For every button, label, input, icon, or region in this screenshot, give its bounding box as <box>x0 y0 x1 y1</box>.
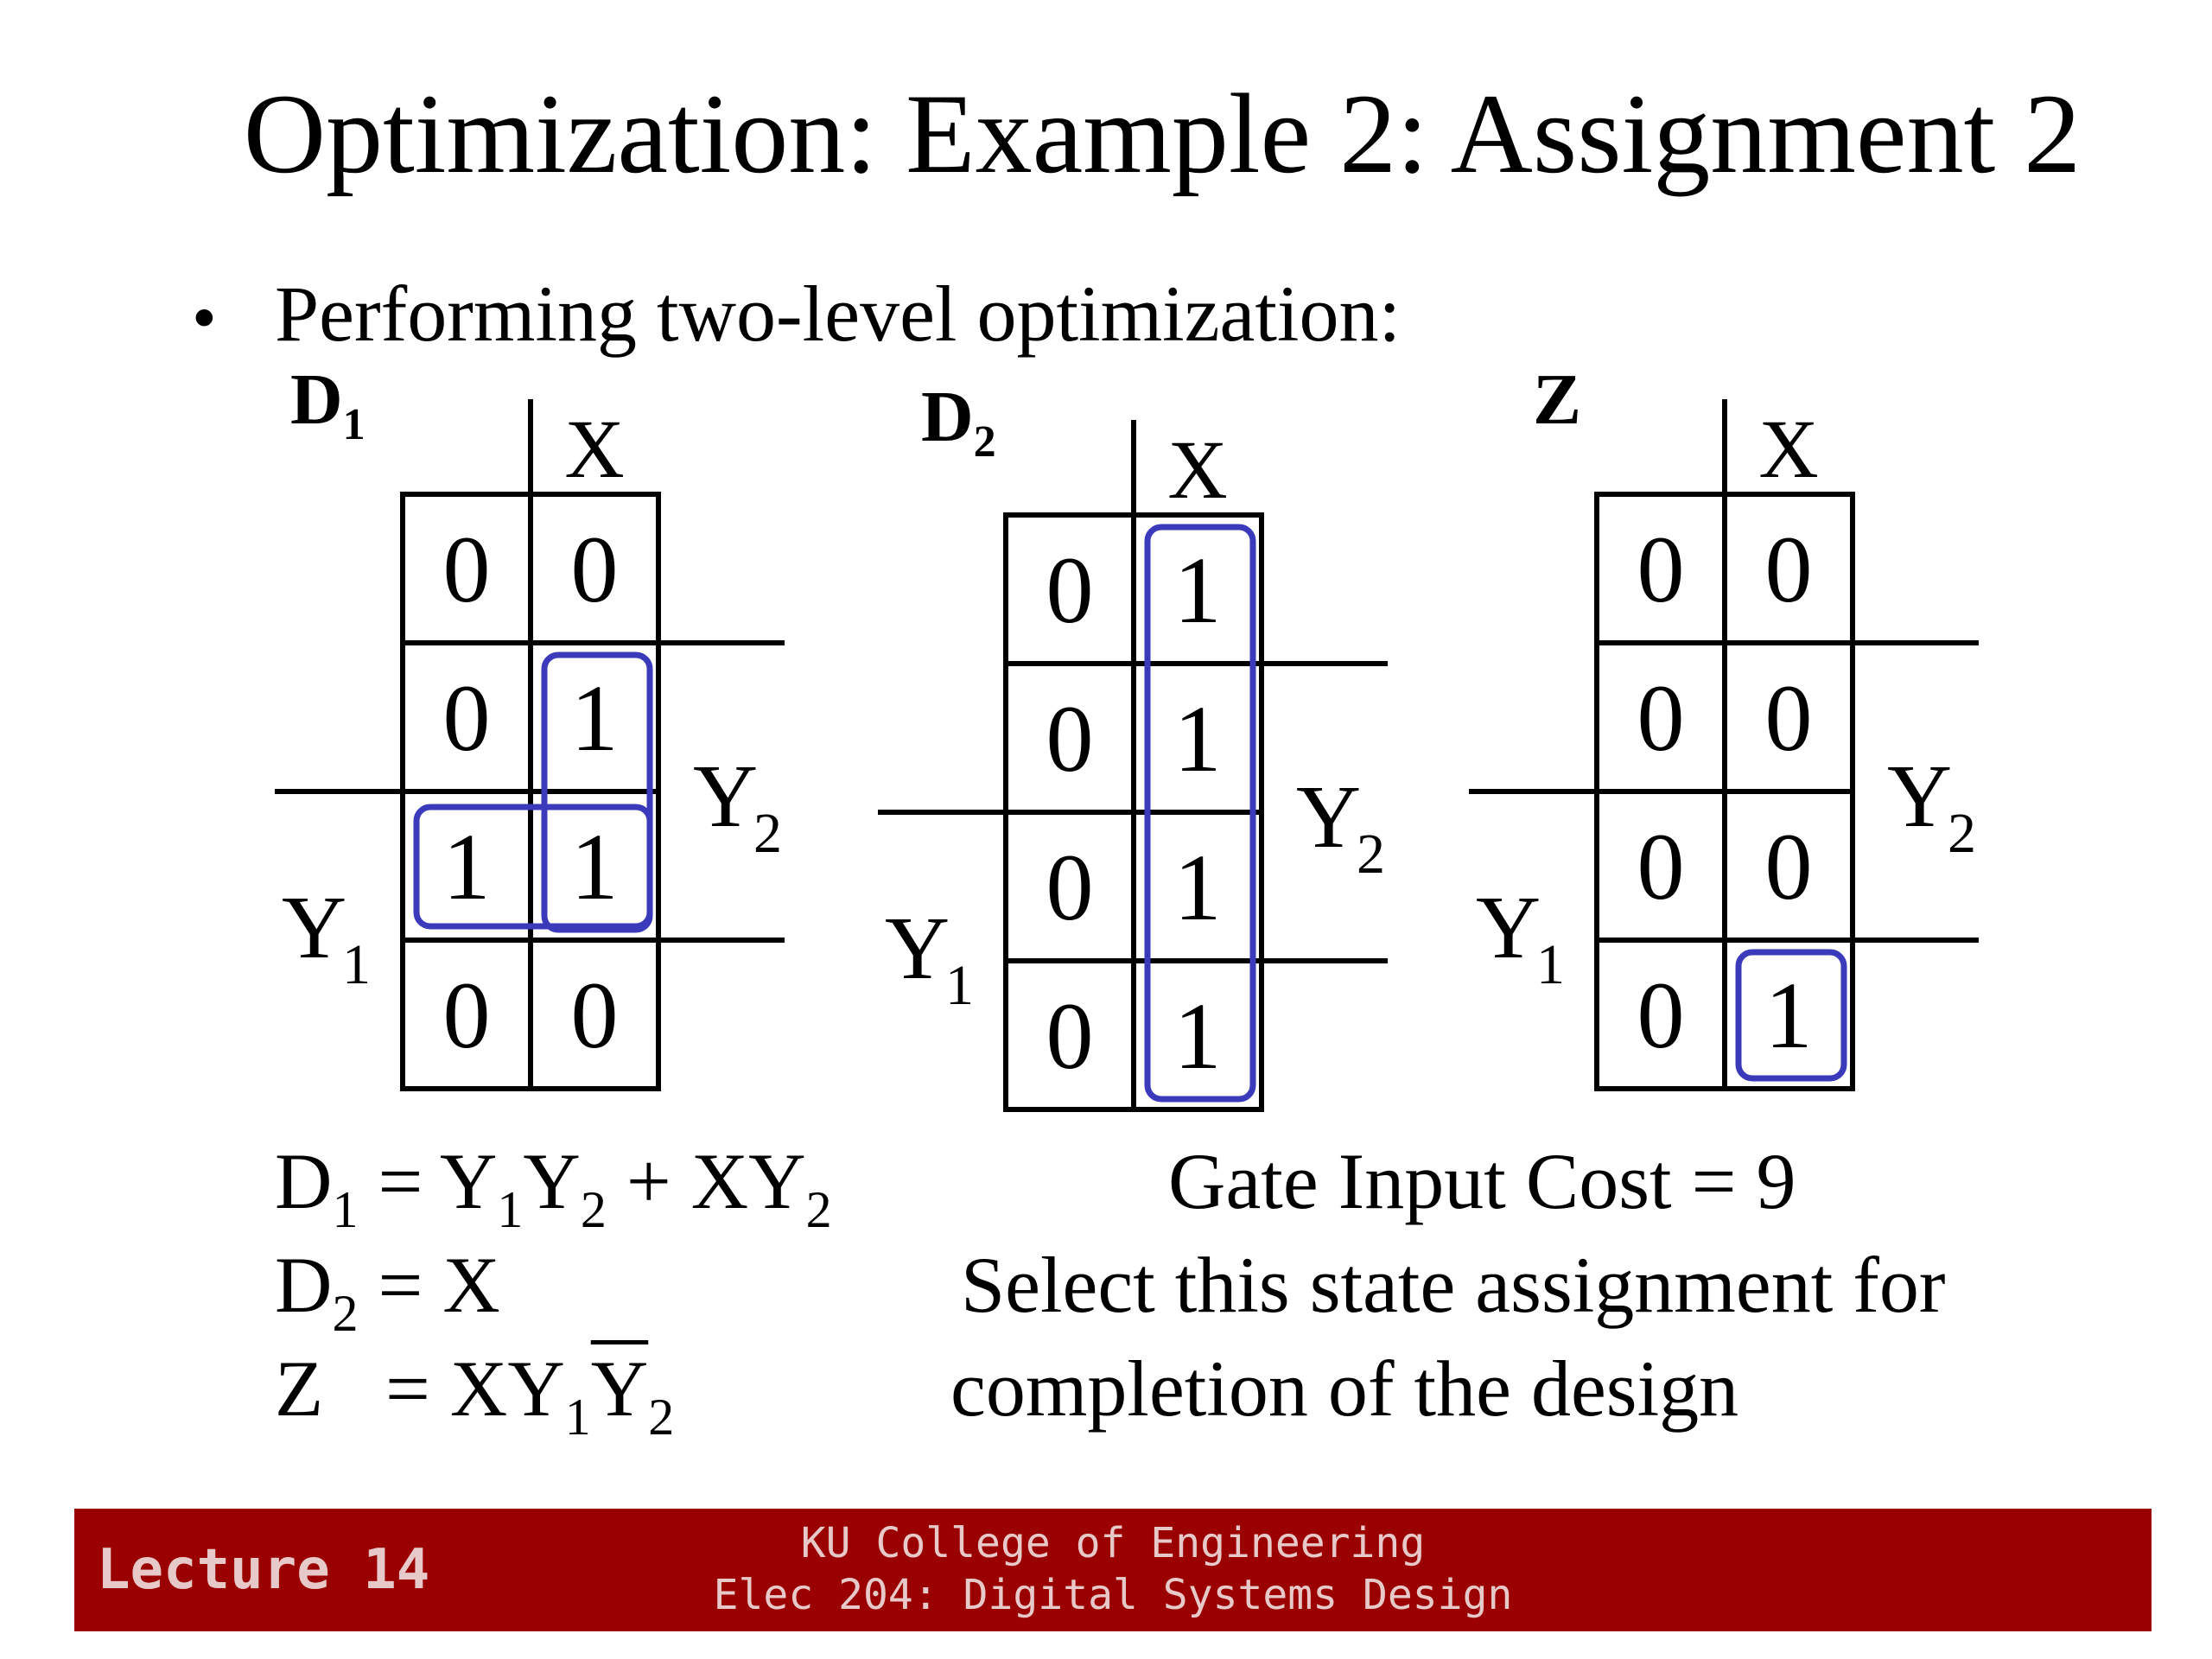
map1-row-var-left-sub: 1 <box>342 933 371 996</box>
map3-cell-r1c1: 0 <box>1764 665 1813 771</box>
map3-cell-r0c0: 0 <box>1637 517 1685 622</box>
eq-z-rhs: = XY <box>385 1344 565 1433</box>
map2-cell-r2c0: 0 <box>1046 835 1094 940</box>
eq-d1-lhs-sub: 1 <box>332 1181 359 1238</box>
map3-row-var-right-sub: 2 <box>1948 802 1976 865</box>
eq-d2-rhs: = X <box>358 1241 500 1329</box>
map2-cell-r0c1: 1 <box>1173 537 1222 643</box>
eq-d2-lhs-sub: 2 <box>332 1285 359 1342</box>
footer-bar <box>74 1509 2152 1631</box>
bullet-dot: • <box>192 278 217 357</box>
eq-d2-lhs: D <box>275 1241 333 1329</box>
map1-row-var-right: Y <box>693 747 759 846</box>
map3-row-var-left: Y <box>1476 878 1541 977</box>
map1-cell-r0c1: 0 <box>570 517 619 622</box>
map1-col-var: X <box>564 403 625 495</box>
eq-d1-lhs: D <box>275 1137 333 1225</box>
map1-cell-r1c1: 1 <box>570 665 619 771</box>
map3-cell-r3c0: 0 <box>1637 963 1685 1068</box>
eq-z-bar: $\overline{Y}$ <box>590 1344 649 1433</box>
map1-cell-r3c1: 0 <box>570 963 619 1068</box>
map1-row-var-right-sub: 2 <box>753 802 782 865</box>
map-d2-sub: 2 <box>973 417 996 467</box>
map3-cell-r2c1: 0 <box>1764 814 1813 919</box>
equation-d1 <box>275 1134 832 1238</box>
map3-row-var-right: Y <box>1887 747 1953 846</box>
map1-cell-r0c0: 0 <box>442 517 491 622</box>
map2-row-var-right: Y <box>1296 767 1362 867</box>
map-d1-name: D <box>290 359 343 440</box>
eq-d1-t2-sub: 2 <box>805 1181 832 1238</box>
eq-d1-plus: + XY <box>606 1137 806 1225</box>
map1-cell-r2c1: 1 <box>570 814 619 919</box>
map2-row-var-left-sub: 1 <box>945 954 974 1017</box>
equation-z <box>275 1341 323 1436</box>
equation-z-rhs <box>385 1341 675 1446</box>
note-line-2: completion of the design <box>950 1344 1739 1433</box>
slide-title: Optimization: Example 2: Assignment 2 <box>243 70 2082 197</box>
map1-cell-r1c0: 0 <box>442 665 491 771</box>
footer-lecture: Lecture 14 <box>97 1538 430 1602</box>
map3-cell-r1c0: 0 <box>1637 665 1685 771</box>
eq-d1-t1b: Y <box>523 1137 581 1225</box>
map2-cell-r1c0: 0 <box>1046 686 1094 791</box>
note-line-1: Select this state assignment for <box>961 1241 1946 1329</box>
map3-cell-r0c1: 0 <box>1764 517 1813 622</box>
map2-col-var: X <box>1167 423 1228 516</box>
map2-cell-r1c1: 1 <box>1173 686 1222 791</box>
gate-input-cost: Gate Input Cost = 9 <box>1168 1137 1796 1225</box>
map2-cell-r2c1: 1 <box>1173 835 1222 940</box>
kmaps-layer <box>275 399 1979 1109</box>
map3-cell-r2c0: 0 <box>1637 814 1685 919</box>
map3-row-var-left-sub: 1 <box>1536 933 1565 996</box>
map1-row-var-left: Y <box>282 878 347 977</box>
eq-z-lhs: Z <box>275 1344 324 1433</box>
map1-cell-r3c0: 0 <box>442 963 491 1068</box>
map-z-name: Z <box>1533 359 1582 440</box>
map-d1-sub: 1 <box>342 400 365 449</box>
map-d2-name: D <box>921 377 974 457</box>
map3-cell-r3c1: 1 <box>1764 963 1813 1068</box>
map3-col-var: X <box>1758 403 1819 495</box>
footer-college: KU College of Engineering <box>800 1519 1426 1567</box>
footer-course: Elec 204: Digital Systems Design <box>713 1571 1513 1619</box>
equation-d2 <box>275 1237 500 1342</box>
bullet-text: Performing two-level optimization: <box>275 270 1402 358</box>
eq-z-rhs-sub: 1 <box>564 1389 591 1446</box>
map1-cell-r2c0: 1 <box>442 814 491 919</box>
map2-row-var-left: Y <box>885 899 950 998</box>
eq-d1-t1a: Y <box>439 1137 498 1225</box>
eq-d1-t1a-sub: 1 <box>497 1181 524 1238</box>
eq-d1-eq: = <box>358 1137 440 1225</box>
map2-row-var-right-sub: 2 <box>1357 823 1385 886</box>
eq-d1-t1b-sub: 2 <box>580 1181 607 1238</box>
eq-z-bar-sub: 2 <box>648 1389 675 1446</box>
map2-cell-r3c0: 0 <box>1046 983 1094 1089</box>
map2-cell-r3c1: 1 <box>1173 983 1222 1089</box>
map2-cell-r0c0: 0 <box>1046 537 1094 643</box>
